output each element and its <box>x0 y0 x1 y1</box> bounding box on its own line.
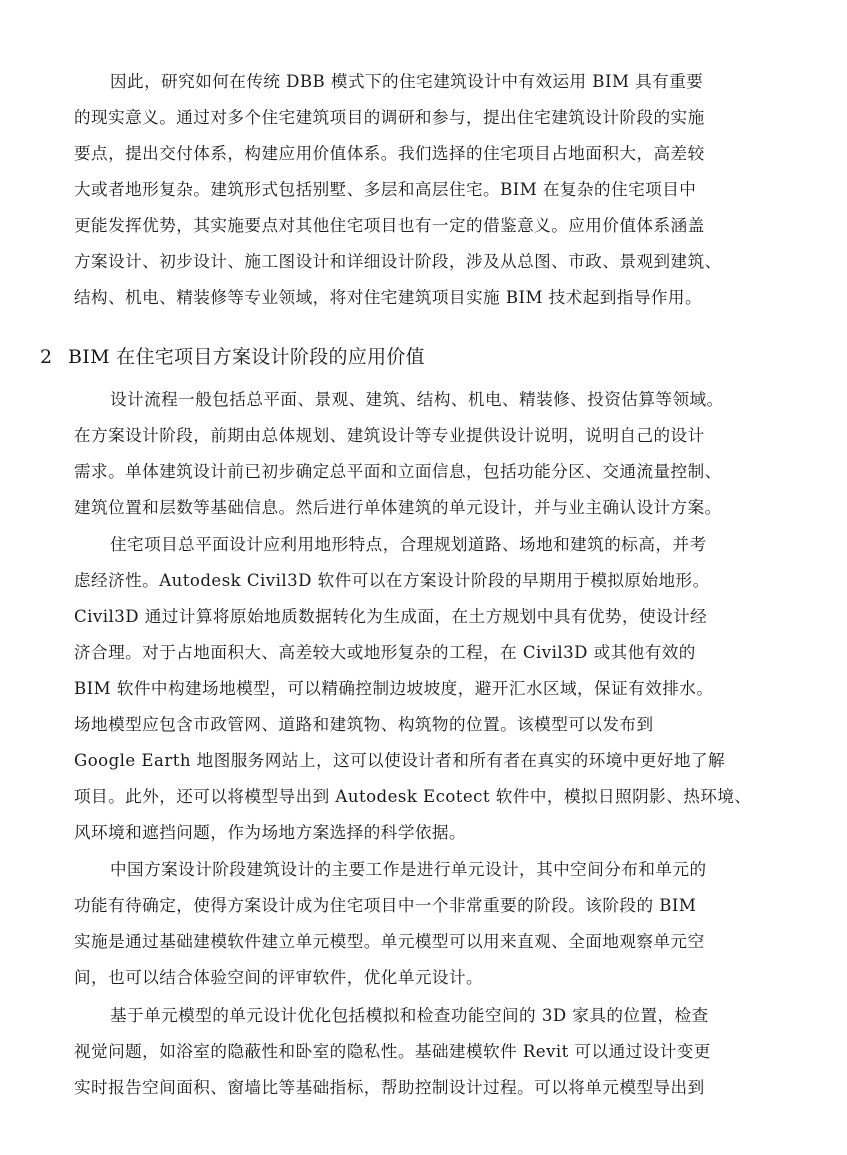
paragraph-line: 结构、机电、精装修等专业领域，将对住宅建筑项目实施 BIM 技术起到指导作用。 <box>74 288 703 307</box>
paragraph-line: 功能有待确定，使得方案设计成为住宅项目中一个非常重要的阶段。该阶段的 BIM <box>74 896 697 915</box>
paragraph-line: 大或者地形复杂。建筑形式包括别墅、多层和高层住宅。BIM 在复杂的住宅项目中 <box>74 180 697 199</box>
paragraph-line: 中国方案设计阶段建筑设计的主要工作是进行单元设计，其中空间分布和单元的 <box>110 860 707 879</box>
paragraph-line: 的现实意义。通过对多个住宅建筑项目的调研和参与，提出住宅建筑设计阶段的实施 <box>74 108 705 127</box>
paragraph-line: Civil3D 通过计算将原始地质数据转化为生成面，在土方规划中具有优势，使设计经 <box>74 607 708 626</box>
section-heading <box>40 345 425 369</box>
paragraph-line: BIM 软件中构建场地模型，可以精确控制边坡坡度，避开汇水区域，保证有效排水。 <box>74 679 714 698</box>
paragraph-line: 间，也可以结合体验空间的评审软件，优化单元设计。 <box>74 968 484 987</box>
paragraph-line: 场地模型应包含市政管网、道路和建筑物、构筑物的位置。该模型可以发布到 <box>74 715 654 734</box>
paragraph-line: 项目。此外，还可以将模型导出到 Autodesk Ecotect 软件中，模拟日照阴影、热环境、 <box>74 787 752 806</box>
paragraph-line: 虑经济性。Autodesk Civil3D 软件可以在方案设计阶段的早期用于模拟原始地形。 <box>74 571 710 590</box>
paragraph-line: 在方案设计阶段，前期由总体规划、建筑设计等专业提供设计说明，说明自己的设计 <box>74 426 705 445</box>
paragraph-line: 济合理。对于占地面积大、高差较大或地形复杂的工程，在 Civil3D 或其他有效的 <box>74 643 696 662</box>
paragraph-line: 实时报告空间面积、窗墙比等基础指标，帮助控制设计过程。可以将单元模型导出到 <box>74 1078 705 1097</box>
paragraph-line: 视觉问题，如浴室的隐蔽性和卧室的隐私性。基础建模软件 Revit 可以通过设计变更 <box>74 1042 711 1061</box>
paragraph-line: 设计流程一般包括总平面、景观、建筑、结构、机电、精装修、投资估算等领域。 <box>110 390 724 409</box>
paragraph-line: 更能发挥优势，其实施要点对其他住宅项目也有一定的借鉴意义。应用价值体系涵盖 <box>74 216 705 235</box>
paragraph-line: 住宅项目总平面设计应利用地形特点，合理规划道路、场地和建筑的标高，并考 <box>110 535 707 554</box>
paragraph-line: 因此，研究如何在传统 DBB 模式下的住宅建筑设计中有效运用 BIM 具有重要 <box>110 72 704 91</box>
section-title: BIM 在住宅项目方案设计阶段的应用价值 <box>68 346 425 368</box>
paragraph-line: 方案设计、初步设计、施工图设计和详细设计阶段，涉及从总图、市政、景观到建筑、 <box>74 252 722 271</box>
paragraph-line: 基于单元模型的单元设计优化包括模拟和检查功能空间的 3D 家具的位置，检查 <box>110 1006 709 1025</box>
paragraph-line: 需求。单体建筑设计前已初步确定总平面和立面信息，包括功能分区、交通流量控制、 <box>74 462 722 481</box>
paragraph-line: 要点，提出交付体系，构建应用价值体系。我们选择的住宅项目占地面积大，高差较 <box>74 144 705 163</box>
paragraph-line: Google Earth 地图服务网站上，这可以使设计者和所有者在真实的环境中更好地了解 <box>74 751 726 770</box>
paragraph-line: 实施是通过基础建模软件建立单元模型。单元模型可以用来直观、全面地观察单元空 <box>74 932 705 951</box>
paragraph-line: 建筑位置和层数等基础信息。然后进行单体建筑的单元设计，并与业主确认设计方案。 <box>74 498 722 517</box>
section-number: 2 <box>40 346 53 368</box>
paragraph-line: 风环境和遮挡问题，作为场地方案选择的科学依据。 <box>74 823 467 842</box>
